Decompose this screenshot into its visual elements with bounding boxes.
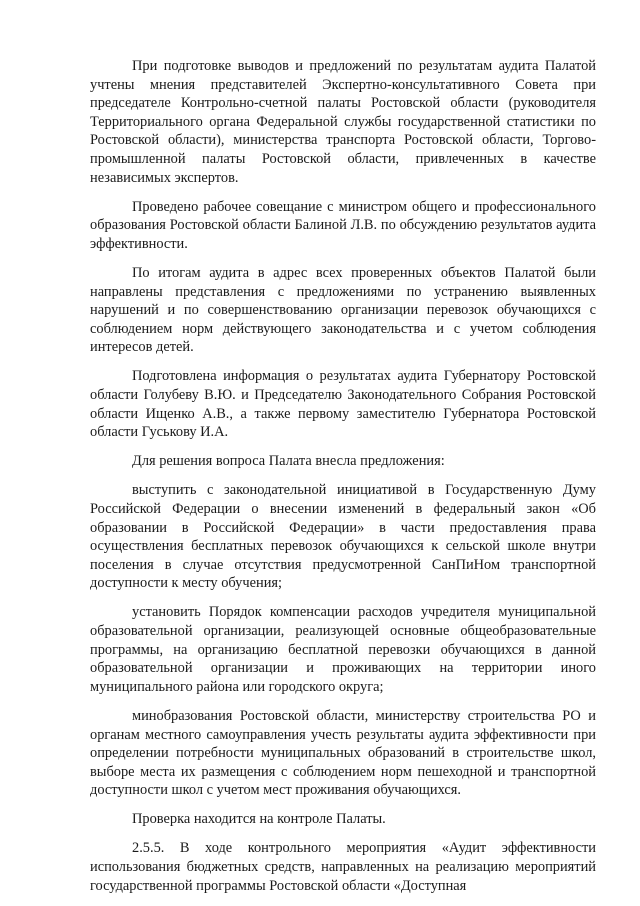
paragraph-proposal-ministry-consideration: минобразования Ростовской области, министерству строительства РО и органам местного самоуправления учесть результаты аудита эффективности при определении потребности муниципальных образований в строительстве школ, выборе места их размещения с соблюдением норм пешеходной и транспортной доступности школ с учетом мест проживания обучающихся. [90,707,596,799]
paragraph-proposals-intro: Для решения вопроса Палата внесла предложения: [132,453,445,470]
paragraph-working-meeting: Проведено рабочее совещание с министром общего и профессионального образования Ростовской области Балиной Л.В. по обсуждению результатов аудита эффективности. [90,198,596,252]
paragraph-expert-opinions: При подготовке выводов и предложений по результатам аудита Палатой учтены мнения представителей Экспертно-консультативного Совета при председателе Контрольно-счетной палаты Ростовской области (руководителя Территориального органа Федеральной службы государственной статистики по Ростовской области), министерства транспорта Ростовской области, Торгово-промышленной палаты Ростовской области, привлеченных в качестве независимых экспертов. [90,58,596,186]
paragraph-proposal-compensation-procedure: установить Порядок компенсации расходов учредителя муниципальной образовательной организации, реализующей основные общеобразовательные программы, на организацию бесплатной перевозки обучающихся в данной образовательной организации и проживающих на территории иного муниципального района или городского округа; [90,604,596,695]
document-page [90,57,596,906]
paragraph-information-prepared: Подготовлена информация о результатах аудита Губернатору Ростовской области Голубеву В.Ю. и Председателю Законодательного Собрания Ростовской области Ищенко А.В., а также первому заместителю Губернатора Ростовской области Гуськову И.А. [90,368,596,441]
paragraph-representations-sent: По итогам аудита в адрес всех проверенных объектов Палатой были направлены представления с предложениями по устранению выявленных нарушений и по совершенствованию организации перевозок обучающихся с соблюдением норм действующего законодательства и с учетом соблюдения интересов детей. [90,264,596,356]
paragraph-under-control: Проверка находится на контроле Палаты. [132,811,386,828]
paragraph-proposal-legislative-initiative: выступить с законодательной инициативой в Государственную Думу Российской Федерации о внесении изменений в федеральный закон «Об образовании в Российской Федерации» в части предоставления права осуществления бесплатных перевозок обучающихся к сельской школе внутри поселения в случае отсутствия предусмотренной СанПиНом транспортной доступности к месту обучения; [90,482,596,592]
paragraph-section-2-5-5: 2.5.5. В ходе контрольного мероприятия «Аудит эффективности использования бюджетных средств, направленных на реализацию мероприятий государственной программы Ростовской области «Доступная [90,840,596,894]
